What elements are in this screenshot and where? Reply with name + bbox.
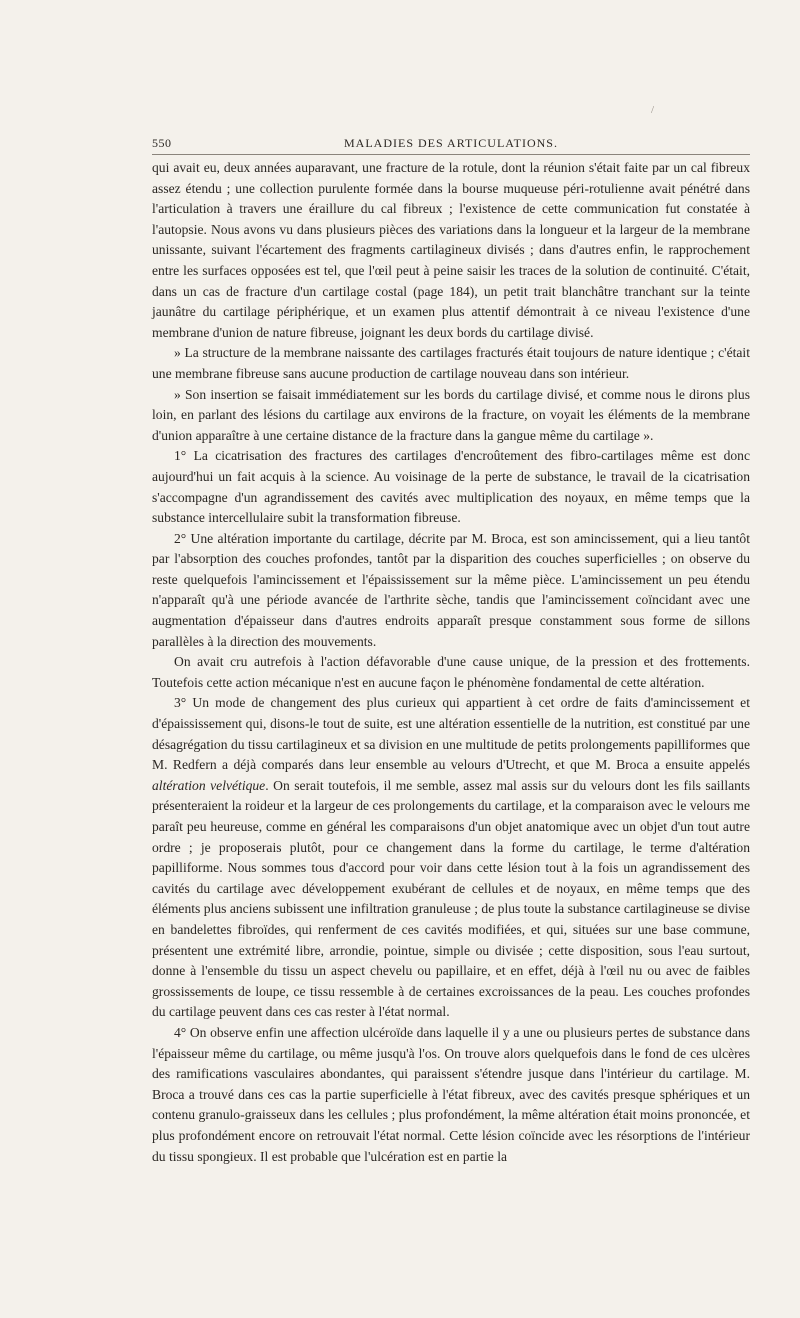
paragraph-5: 2° Une altération importante du cartilage, décrite par M. Broca, est son amincissement, qui a lieu tantôt par l'absorption des couches profondes, tantôt par la disparition des couches superficielles ; on observe du reste quelquefois l'amincissement et l'épaississement sur la même pièce. L'amincissement un peu étendu n'apparaît qu'à une période avancée de l'arthrite sèche, tandis que l'amincissement coïncidant avec une augmentation d'épaisseur dans d'autres endroits apparaît presque constamment sous forme de sillons parallèles à la direction des mouvements.: [152, 530, 750, 649]
running-head: MALADIES DES ARTICULATIONS.: [344, 136, 558, 150]
stray-mark: /: [651, 104, 655, 116]
paragraph-4: 1° La cicatrisation des fractures des cartilages d'encroûtement des fibro-cartilages même est donc aujourd'hui un fait acquis à la science. Au voisinage de la perte de substance, le travail de la cicatrisation s'accompagne d'un agrandissement des cavités avec multiplication des noyaux, en même temps que la substance intercellulaire subit la transformation fibreuse.: [152, 448, 750, 526]
paragraph-6: On avait cru autrefois à l'action défavorable d'une cause unique, de la pression et des frottements. Toutefois cette action mécanique n'est en aucune façon le phénomène fondamental de cette altération.: [152, 654, 750, 690]
paragraph-7: [152, 693, 750, 1023]
italic-term: altération velvétique: [152, 777, 266, 793]
page-header: [152, 136, 750, 155]
paragraph-2: » La structure de la membrane naissante des cartilages fracturés était toujours de nature identique ; c'était une membrane fibreuse sans aucune production de cartilage nouveau dans son intérieur.: [152, 345, 750, 381]
paragraph-8: 4° On observe enfin une affection ulcéroïde dans laquelle il y a une ou plusieurs pertes de substance dans l'épaisseur même du cartilage, ou même jusqu'à l'os. On trouve alors quelquefois dans le fond de ces ulcères des ramifications vasculaires abondantes, qui paraissent s'étendre jusque dans l'intérieur du cartilage. M. Broca a trouvé dans ces cas la partie superficielle à l'état fibreux, avec des cavités presque sphériques et un contenu granulo-graisseux dans les cellules ; plus profondément, la même altération était moins prononcée, et plus profondément encore on retrouvait l'état normal. Cette lésion coïncide avec les résorptions de l'intérieur du tissu spongieux. Il est probable que l'ulcération est en partie la: [152, 1024, 750, 1164]
body-text: [152, 158, 750, 1167]
paragraph-7-end: . On serait toutefois, il me semble, assez mal assis sur du velours dont les fils saillants présenteraient la roideur et la largeur de ces prolongements du cartilage, et la comparaison avec le velours me paraît peu heureuse, comme en général les comparaisons d'un objet anatomique avec un objet d'un tout autre ordre ; je proposerais plutôt, pour ce changement dans la forme du cartilage, le terme d'altération papilliforme. Nous sommes tous d'accord pour voir dans cette lésion tout à la fois un agrandissement des cavités du cartilage avec développement exubérant de cellules et de noyaux, en même temps que des éléments plus anciens subissent une infiltration granuleuse ; de plus toute la substance cartilagineuse se divise en bandelettes fibroïdes, qui renferment de ces cavités modifiées, et qui, situées sur une base commune, présentent une extrémité libre, arrondie, pointue, simple ou divisée ; cette disposition, sous l'eau surtout, donne à l'ensemble du tissu un aspect chevelu ou papillaire, et en effet, déjà à l'œil nu ou avec de faibles grossissements de loupe, ce tissu ressemble à de certaines excroissances de la peau. Les couches profondes du cartilage peuvent dans ces cas rester à l'état normal.: [152, 777, 750, 1020]
paragraph-1: qui avait eu, deux années auparavant, une fracture de la rotule, dont la réunion s'était faite par un cal fibreux assez étendu ; une collection purulente formée dans la bourse muqueuse péri-rotulienne avait pénétré dans l'articulation à travers une éraillure du cal fibreux ; l'existence de cette communication fut constatée à l'autopsie. Nous avons vu dans plusieurs pièces des variations dans la longueur et la largeur de la membrane unissante, suivant l'écartement des fragments cartilagineux divisés ; dans d'autres enfin, le rapprochement entre les surfaces opposées est tel, que l'œil peut à peine saisir les traces de la solution de continuité. C'était, dans un cas de fracture d'un cartilage costal (page 184), un petit trait blanchâtre tranchant sur la teinte jaunâtre du cartilage périphérique, et un examen plus attentif démontrait à ce niveau l'existence d'une membrane d'union de nature fibreuse, joignant les deux bords du cartilage divisé.: [152, 160, 750, 340]
paragraph-7-start: 3° Un mode de changement des plus curieux qui appartient à cet ordre de faits d'amincissement et d'épaississement qui, disons-le tout de suite, est une altération essentielle de la nutrition, est constitué par une désagrégation du tissu cartilagineux et sa division en une multitude de petits prolongements papilliformes que M. Redfern a déjà comparés dans leur ensemble au velours d'Utrecht, et que M. Broca a ensuite appelés: [152, 695, 750, 773]
paragraph-3: » Son insertion se faisait immédiatement sur les bords du cartilage divisé, et comme nous le dirons plus loin, en parlant des lésions du cartilage aux environs de la fracture, on voyait les éléments de la membrane d'union apparaître à une certaine distance de la fracture dans la gangue même du cartilage ».: [152, 386, 750, 443]
page-number: 550: [152, 136, 172, 150]
